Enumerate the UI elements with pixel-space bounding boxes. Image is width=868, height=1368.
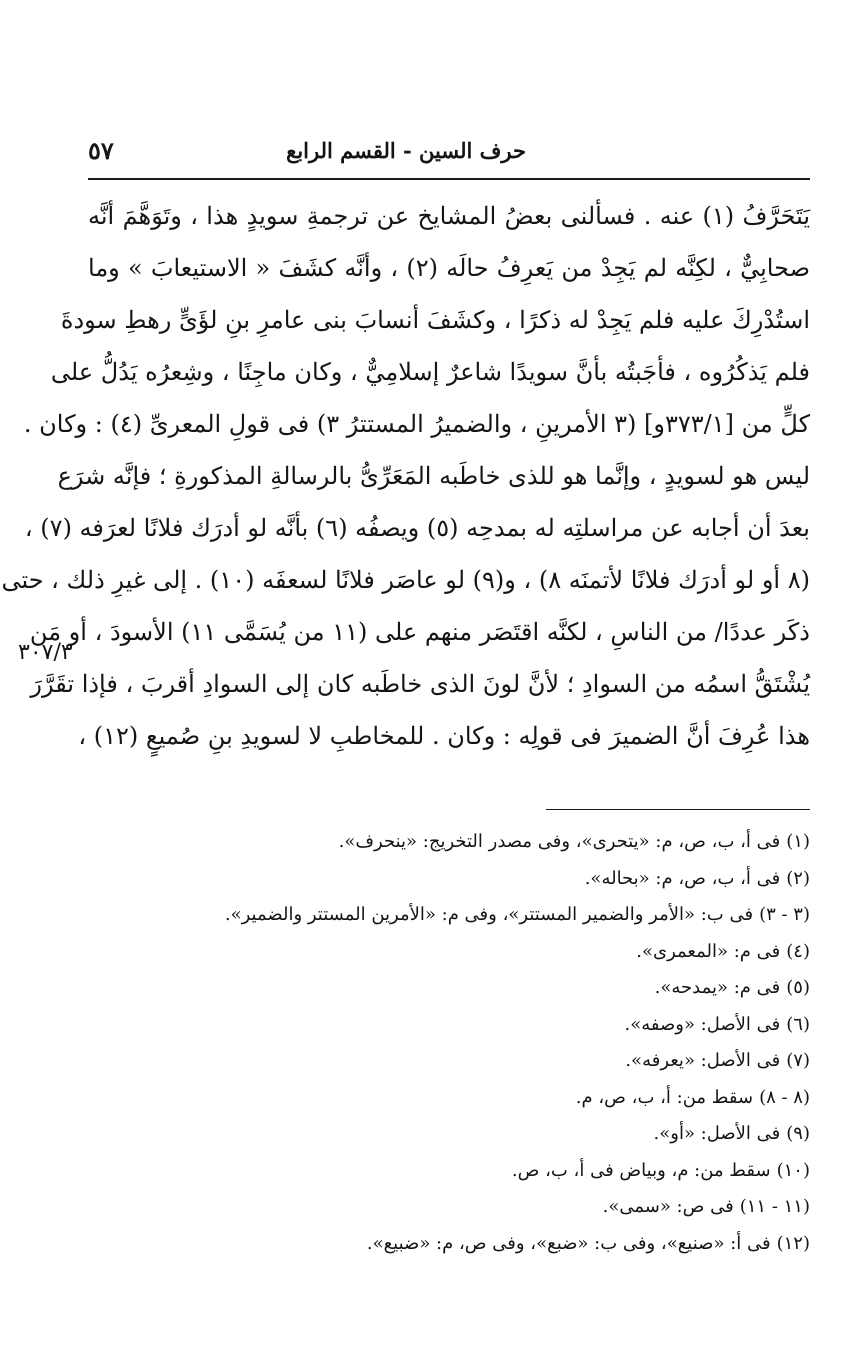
footnote-text: سقط من: م، وبياض فى أ، ب، ص. xyxy=(511,1159,771,1181)
footnote xyxy=(110,1226,810,1263)
footnote-text: فى أ، ب، ص، م: «يتحرى»، وفى مصدر التخريج: «ينحرف». xyxy=(338,831,781,852)
text-line: ليس هو لسويدٍ ، وإنَّما هو للذى خاطَبه المَعَرِّىُّ بالرسالةِ المذكورةِ ؛ فإنَّه شرَع xyxy=(57,462,810,490)
footnote-number: (٢) xyxy=(786,867,810,889)
footnote xyxy=(110,1153,810,1190)
footnote-number: (١٢) xyxy=(776,1232,810,1254)
footnote xyxy=(110,1116,810,1153)
footnote xyxy=(110,897,810,934)
footnote xyxy=(110,970,810,1007)
text-line: يَتَحَرَّفُ (١) عنه . فسألنى بعضُ المشايخ عن ترجمةِ سويدٍ هذا ، وتَوَهَّمَ أنَّه xyxy=(88,202,810,230)
footnote xyxy=(110,1007,810,1044)
footnote-text: فى الأصل: «أو». xyxy=(653,1123,781,1144)
text-line: فلم يَذكُرُوه ، فأجَبتُه بأنَّ سويدًا شاعرٌ إسلامِيٌّ ، وكان ماجِنًا ، وشِعرُه يَدُلُّ على xyxy=(50,358,810,386)
footnote-text: فى ب: «الأمر والضمير المستتر»، وفى م: «الأمرين المستتر والضمير». xyxy=(224,904,754,925)
footnote-number: (٣ - ٣) xyxy=(759,904,810,925)
text-line: يُشْتَقُّ اسمُه من السوادِ ؛ لأنَّ لونَ الذى خاطَبه كان إلى السوادِ أقربَ ، فإذا تقَرَّرَ xyxy=(30,670,810,698)
page-header xyxy=(88,128,810,172)
footnotes xyxy=(110,824,810,1262)
running-title: حرف السين - القسم الرابع xyxy=(286,138,526,163)
footnote-text: فى م: «المعمرى». xyxy=(636,940,781,962)
footnote-text: سقط من: أ، ب، ص، م. xyxy=(575,1086,754,1108)
footnote-number: (٧) xyxy=(786,1050,810,1071)
text-line: صحابِيٌّ ، لكِنَّه لم يَجِدْ من يَعرِفُ حالَه (٢) ، وأنَّه كشَفَ « الاستيعابَ » وما xyxy=(88,254,810,282)
footnote-text: فى أ: «صنيع»، وفى ب: «ضبع»، وفى ص، م: «ضبيع». xyxy=(366,1232,771,1254)
footnote-number: (٥) xyxy=(786,977,810,998)
footnote-number: (٦) xyxy=(786,1013,810,1035)
footnote xyxy=(110,1043,810,1080)
footnote-number: (٩) xyxy=(786,1123,810,1144)
text-line: كلٍّ من [٣٧٣/١و] (٣ الأمرينِ ، والضميرُ المستترُ ٣) فى قولِ المعرىِّ (٤) : وكان . xyxy=(23,410,810,438)
footnote-text: فى الأصل: «وصفه». xyxy=(624,1013,781,1035)
footnote-separator xyxy=(546,809,810,810)
footnote xyxy=(110,1080,810,1117)
text-line: (٨ أو لو أدرَك فلانًا لأتمنَه ٨) ، و(٩) لو عاصَر فلانًا لسعفَه (١٠) . إلى غيرِ ذلك ، حتى xyxy=(1,566,810,594)
footnote-number: (١٠) xyxy=(776,1159,810,1181)
footnote-number: (٨ - ٨) xyxy=(759,1086,810,1108)
footnote-number: (١) xyxy=(786,831,810,852)
footnote-number: (٤) xyxy=(786,940,810,962)
text-line: ذكَر عددًا/ من الناسِ ، لكنَّه اقتَصَر منهم على (١١ من يُسَمَّى ١١) الأسودَ ، أو مَن xyxy=(29,618,810,646)
footnote-text: فى ص: «سمى». xyxy=(602,1196,734,1217)
footnote-text: فى م: «يمدحه». xyxy=(654,977,781,998)
page-number: ٥٧ xyxy=(88,136,114,165)
footnote-number: (١١ - ١١) xyxy=(739,1196,810,1217)
text-line: بعدَ أن أجابه عن مراسلتِه له بمدحِه (٥) ويصفُه (٦) بأنَّه لو أدرَك فلانًا لعرَفه (٧) ، xyxy=(24,514,810,542)
footnote xyxy=(110,861,810,898)
footnote-text: فى أ، ب، ص، م: «بحاله». xyxy=(584,867,781,889)
text-line: هذا عُرِفَ أنَّ الضميرَ فى قولِه : وكان . للمخاطبِ لا لسويدِ بنِ صُميعٍ (١٢) ، xyxy=(78,722,810,750)
margin-reference: ٣٠٧/٣ xyxy=(18,640,73,665)
footnote xyxy=(110,824,810,861)
footnote-text: فى الأصل: «يعرفه». xyxy=(625,1050,781,1071)
footnote xyxy=(110,1189,810,1226)
header-rule xyxy=(88,178,810,180)
footnote xyxy=(110,934,810,971)
text-line: استُدْرِكَ عليه فلم يَجِدْ له ذكرًا ، وكشَفَ أنسابَ بنى عامرِ بنِ لؤَىٍّ رهطِ سودةَ xyxy=(60,306,810,334)
